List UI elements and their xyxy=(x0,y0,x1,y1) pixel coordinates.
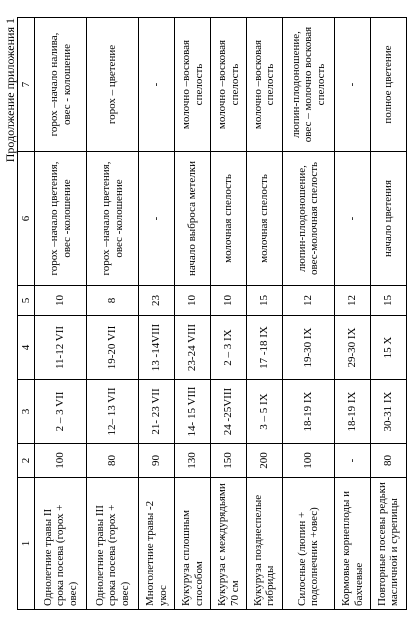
header-cell: 3 xyxy=(18,380,35,444)
table-cell: начало выброса метелки xyxy=(175,152,211,286)
table-row xyxy=(35,18,87,610)
table-cell: Силосные (люпин + подсолнечник +овес) xyxy=(282,478,334,610)
header-cell: 1 xyxy=(18,478,35,610)
table-cell: 8 xyxy=(87,286,139,316)
table-cell: 10 xyxy=(35,286,87,316)
table-cell: 130 xyxy=(175,444,211,478)
table-cell: 3 – 5 IX xyxy=(247,380,283,444)
table-cell: 90 xyxy=(139,444,175,478)
table-cell: - xyxy=(139,18,175,152)
table-cell: 100 xyxy=(282,444,334,478)
table-cell: Кукуруза с междурядьями 70 см xyxy=(211,478,247,610)
table-cell: Однолетние травы II срока посева (горох + овес) xyxy=(35,478,87,610)
table-cell: горох –начало цветения, овес -колошение xyxy=(35,152,87,286)
table-cell: - xyxy=(335,18,371,152)
table-cell: 19-30 IX xyxy=(282,316,334,380)
table-cell: 30-31 IX xyxy=(370,380,406,444)
table-cell: люпин-плодоношение, овес – молочно восковая спелость xyxy=(282,18,334,152)
table-cell: Однолетние травы III срока посева (горох + овес) xyxy=(87,478,139,610)
header-cell: 5 xyxy=(18,286,35,316)
table-row xyxy=(211,18,247,610)
table-cell: 10 xyxy=(175,286,211,316)
table-cell: - xyxy=(335,152,371,286)
table-cell: - xyxy=(139,152,175,286)
table-cell: 100 xyxy=(35,444,87,478)
header-cell: 2 xyxy=(18,444,35,478)
continuation-label: Продолжение приложения 1 xyxy=(3,18,17,163)
table-cell: 23 xyxy=(139,286,175,316)
header-cell: 6 xyxy=(18,152,35,286)
table-cell: горох – цветение xyxy=(87,18,139,152)
table-cell: 29-30 IX xyxy=(335,316,371,380)
table-cell: 2 – 3 VII xyxy=(35,380,87,444)
table-row xyxy=(282,18,334,610)
header-cell: 4 xyxy=(18,316,35,380)
table-cell: 24 -25VIII xyxy=(211,380,247,444)
table-cell: горох –начало налива, овес - колошение xyxy=(35,18,87,152)
table-cell: 15 xyxy=(370,286,406,316)
table-cell: 15 xyxy=(247,286,283,316)
table-cell: 200 xyxy=(247,444,283,478)
table-header-row xyxy=(18,18,35,610)
table-cell: 13 -14VIII xyxy=(139,316,175,380)
table-cell: молочно –восковая спелость xyxy=(175,18,211,152)
table-cell: 15 X xyxy=(370,316,406,380)
table-cell: 150 xyxy=(211,444,247,478)
table-row xyxy=(247,18,283,610)
table-row xyxy=(370,18,406,610)
table-cell: люпин-плодоношение, овес-молочная спелость xyxy=(282,152,334,286)
table-cell: молочно –восковая спелость xyxy=(211,18,247,152)
table-cell: 18-19 IX xyxy=(282,380,334,444)
table-cell: 14- 15 VIII xyxy=(175,380,211,444)
table-cell: 10 xyxy=(211,286,247,316)
table-cell: 12 xyxy=(282,286,334,316)
schedule-table xyxy=(17,17,407,610)
table-cell: молочная спелость xyxy=(211,152,247,286)
table-cell: Кормовые корнеплоды и бахчевые xyxy=(335,478,371,610)
table-cell: 80 xyxy=(370,444,406,478)
table-cell: 18-19 IX xyxy=(335,380,371,444)
table-cell: 17 -18 IX xyxy=(247,316,283,380)
table-row xyxy=(175,18,211,610)
table-row xyxy=(139,18,175,610)
table-cell: 2 – 3 IX xyxy=(211,316,247,380)
table-cell: 19-20 VII xyxy=(87,316,139,380)
table-cell: 12– 13 VII xyxy=(87,380,139,444)
table-cell: Кукуруза сплошным способом xyxy=(175,478,211,610)
table-cell: 12 xyxy=(335,286,371,316)
table-cell: - xyxy=(335,444,371,478)
table-row xyxy=(87,18,139,610)
table-cell: Повторные посевы редьки масличной и сурепицы xyxy=(370,478,406,610)
table-cell: 80 xyxy=(87,444,139,478)
header-cell: 7 xyxy=(18,18,35,152)
table-cell: Многолетние травы -2 укос xyxy=(139,478,175,610)
table-cell: молочно –восковая спелость xyxy=(247,18,283,152)
table-cell: Кукуруза позднеспелые гибриды xyxy=(247,478,283,610)
table-cell: 23-24 VIII xyxy=(175,316,211,380)
table-cell: молочная спелость xyxy=(247,152,283,286)
table-cell: полное цветение xyxy=(370,18,406,152)
table-cell: 11-12 VII xyxy=(35,316,87,380)
table-cell: горох –начало цветения, овес -колошение xyxy=(87,152,139,286)
table-row xyxy=(335,18,371,610)
table-cell: начало цветения xyxy=(370,152,406,286)
table-cell: 21- 23 VII xyxy=(139,380,175,444)
